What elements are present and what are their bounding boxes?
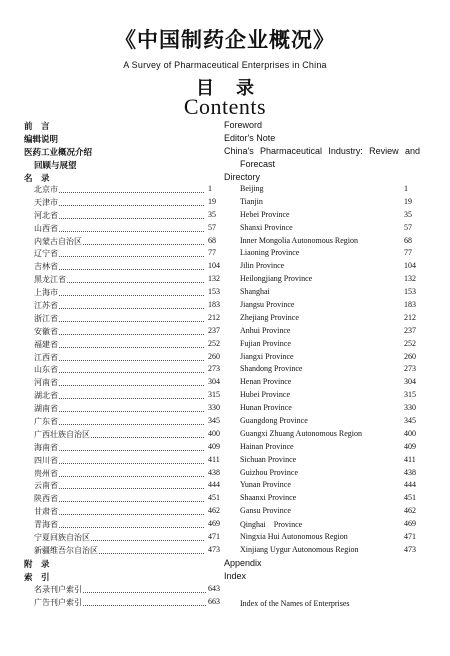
back-matter (0, 558, 450, 610)
page-number-zh: 273 (208, 364, 220, 374)
region-name-en: Hebei Province (240, 209, 290, 219)
region-name-en: Jilin Province (240, 261, 285, 271)
page-number-zh: 153 (208, 287, 220, 297)
page-number-zh: 1 (208, 184, 212, 193)
section-label-en: Directory (224, 172, 261, 182)
region-name-en: Liaoning Province (240, 248, 300, 258)
page-number-en: 132 (404, 274, 416, 284)
page-number-en: 315 (404, 390, 416, 400)
page-number-en: 260 (404, 351, 416, 361)
page-number-en: 438 (404, 467, 416, 477)
region-name-en: Guizhou Province (240, 467, 298, 477)
region-name-en: Guangxi Zhuang Autonomous Region (240, 428, 362, 438)
region-name-en: Henan Province (240, 377, 292, 387)
region-name-zh: 内蒙古自治区 (34, 236, 82, 246)
page-number-zh: 411 (208, 454, 220, 464)
leader-dots (34, 208, 204, 219)
leader-dots (34, 414, 204, 425)
leader-dots (34, 466, 204, 477)
region-name-zh: 新疆维吾尔自治区 (34, 545, 98, 555)
region-name-zh: 江苏省 (34, 301, 58, 311)
region-name-zh: 广东省 (34, 417, 58, 427)
appendix-row (0, 558, 450, 571)
page-number-en: 471 (404, 532, 416, 542)
region-name-en: Guangdong Province (240, 416, 308, 426)
page-number-en: 1 (404, 184, 408, 193)
page-number-en: 77 (404, 248, 412, 258)
page-number-en: 68 (404, 235, 412, 245)
page-number-en: 19 (404, 196, 412, 206)
page-number-zh: 77 (208, 248, 216, 258)
region-name-en: Jiangxi Province (240, 351, 294, 361)
page-number-zh: 345 (208, 416, 220, 426)
region-name-zh: 福建省 (34, 339, 58, 349)
page-number-en: 183 (404, 300, 416, 310)
page-number-en: 57 (404, 222, 412, 232)
page-number-en: 304 (404, 377, 416, 387)
index-label-en: Index (224, 571, 247, 581)
region-name-zh: 甘肃省 (34, 507, 58, 517)
front-matter-item (0, 120, 450, 133)
page-number-en: 35 (404, 209, 412, 219)
section-label-en: Foreword (224, 120, 263, 130)
page-number-zh: 438 (208, 467, 220, 477)
page-number-zh: 451 (208, 493, 220, 503)
region-name-zh: 吉林省 (34, 262, 58, 272)
book-title: 《中国制药企业概况》 (115, 28, 335, 52)
region-name-en: Shaanxi Province (240, 493, 297, 503)
page-number-en: 400 (404, 428, 416, 438)
leader-dots (34, 440, 204, 451)
region-name-en: Yunan Province (240, 480, 291, 490)
region-name-zh: 黑龙江省 (34, 275, 66, 285)
region-name-en: Hunan Province (240, 403, 292, 413)
region-name-en: Xinjiang Uygur Autonomous Region (240, 544, 359, 554)
contents-heading-zh: 目录 (196, 78, 276, 99)
leader-dots (34, 388, 204, 399)
page-number-zh: 68 (208, 235, 216, 245)
region-name-zh: 河南省 (34, 378, 58, 388)
page-number-zh: 260 (208, 351, 220, 361)
region-name-zh: 陕西省 (34, 494, 58, 504)
region-name-zh: 云南省 (34, 481, 58, 491)
region-name-en: Tianjin (240, 196, 263, 206)
page-number-en: 409 (404, 441, 416, 451)
region-name-en: Beijing (240, 184, 264, 193)
page-number-en: 469 (404, 519, 416, 529)
region-name-en: Jiangsu Province (240, 300, 295, 310)
appendix-label-zh: 附 录 (24, 560, 50, 570)
region-name-en: Inner Mongolia Autonomous Region (240, 235, 358, 245)
region-name-zh: 贵州省 (34, 468, 58, 478)
page-number-en: 444 (404, 480, 416, 490)
leader-dots (34, 453, 204, 464)
page-number-en: 345 (404, 416, 416, 426)
leader-dots (34, 285, 204, 296)
region-name-en: Ningxia Hui Autonomous Region (240, 532, 348, 542)
page-number-zh: 237 (208, 325, 220, 335)
index-label-zh: 索 引 (24, 573, 50, 583)
region-name-en: Shanghai (240, 287, 270, 297)
region-name-en: Heilongjiang Province (240, 274, 313, 284)
section-label-zh: 前 言 (24, 122, 50, 132)
region-name-en: Gansu Province (240, 506, 291, 516)
leader-dots (34, 337, 204, 348)
region-name-zh: 山西省 (34, 223, 58, 233)
region-name-zh: 天津市 (34, 197, 58, 207)
index-item-zh: 广告刊户索引 (34, 598, 82, 607)
region-name-en: Sichuan Province (240, 454, 297, 464)
index-item-page: 663 (208, 597, 220, 606)
index-item-zh: 名录刊户索引 (34, 585, 82, 594)
leader-dots (34, 350, 204, 361)
region-name-zh: 辽宁省 (34, 249, 58, 259)
page-number-zh: 469 (208, 519, 220, 529)
region-name-zh: 宁夏回族自治区 (34, 533, 90, 543)
region-name-zh: 河北省 (34, 210, 58, 220)
leader-dots (34, 221, 204, 232)
region-name-zh: 湖北省 (34, 391, 58, 401)
section-label-zh: 医药工业概况介绍 (24, 148, 93, 158)
section-label-en: Forecast (240, 159, 276, 169)
region-name-en: Qinghai Province (240, 520, 303, 530)
leader-dots (34, 311, 204, 322)
region-name-zh: 四川省 (34, 455, 58, 465)
section-label-zh: 回顾与展望 (34, 161, 77, 171)
index-item (0, 597, 450, 610)
page-number-zh: 462 (208, 506, 220, 516)
region-name-en: Shanxi Province (240, 222, 293, 232)
region-name-zh: 安徽省 (34, 326, 58, 336)
leader-dots (34, 195, 204, 206)
index-item-en: Index of the Names of Enterprises (240, 599, 350, 608)
region-name-zh: 上海市 (34, 288, 58, 298)
page-number-en: 411 (404, 454, 416, 464)
page-number-zh: 315 (208, 390, 220, 400)
region-name-en: Hubei Province (240, 390, 290, 400)
page-number-en: 451 (404, 493, 416, 503)
page-number-zh: 35 (208, 209, 216, 219)
page-number-zh: 19 (208, 196, 216, 206)
page-number-zh: 304 (208, 377, 220, 387)
region-name-zh: 青海省 (34, 520, 58, 530)
leader-dots (34, 362, 204, 373)
page-number-zh: 330 (208, 403, 220, 413)
front-matter-item (0, 159, 450, 172)
page-number-zh: 400 (208, 428, 220, 438)
page-number-en: 473 (404, 544, 416, 554)
page-number-zh: 409 (208, 441, 220, 451)
leader-dots (34, 182, 204, 193)
region-name-en: Anhui Province (240, 325, 291, 335)
leader-dots (34, 246, 204, 257)
book-subtitle: A Survey of Pharmaceutical Enterprises in China (123, 60, 327, 70)
page-number-en: 212 (404, 312, 416, 322)
page-number-zh: 252 (208, 338, 220, 348)
leader-dots (34, 504, 204, 515)
region-name-zh: 海南省 (34, 442, 58, 452)
page-number-zh: 473 (208, 544, 220, 554)
directory-list (0, 184, 450, 558)
front-matter-item (0, 133, 450, 146)
page-number-zh: 57 (208, 222, 216, 232)
front-matter (0, 120, 450, 185)
leader-dots (34, 478, 204, 489)
page-number-zh: 132 (208, 274, 220, 284)
region-name-zh: 山东省 (34, 365, 58, 375)
region-name-zh: 浙江省 (34, 313, 58, 323)
leader-dots (34, 517, 204, 528)
appendix-label-en: Appendix (224, 558, 262, 568)
leader-dots (34, 298, 204, 309)
contents-heading-en: Contents (183, 94, 267, 119)
page-number-en: 153 (404, 287, 416, 297)
region-name-en: Zhejiang Province (240, 312, 299, 322)
region-name-en: Fujian Province (240, 338, 291, 348)
index-item-page: 643 (208, 584, 220, 593)
page-number-en: 252 (404, 338, 416, 348)
page-number-zh: 444 (208, 480, 220, 490)
section-label-en: China's Pharmaceutical Industry: Review and (224, 146, 420, 156)
page-number-zh: 104 (208, 261, 220, 271)
page-number-zh: 212 (208, 312, 220, 322)
region-name-en: Hainan Province (240, 441, 294, 451)
region-name-zh: 江西省 (34, 352, 58, 362)
leader-dots (34, 491, 204, 502)
page-number-zh: 471 (208, 532, 220, 542)
region-name-zh: 湖南省 (34, 404, 58, 414)
page-number-en: 237 (404, 325, 416, 335)
page-number-en: 330 (404, 403, 416, 413)
leader-dots (34, 259, 204, 270)
page-number-en: 462 (404, 506, 416, 516)
page-number-en: 104 (404, 261, 416, 271)
region-name-en: Shandong Province (240, 364, 303, 374)
section-label-zh: 编辑说明 (24, 135, 59, 145)
leader-dots (34, 401, 204, 412)
section-label-en: Editor's Note (224, 133, 276, 143)
leader-dots (34, 375, 204, 386)
directory-row (0, 545, 450, 558)
page-number-en: 273 (404, 364, 416, 374)
region-name-zh: 北京市 (34, 185, 58, 194)
section-label-zh: 名 录 (24, 174, 50, 184)
region-name-zh: 广西壮族自治区 (34, 429, 90, 439)
front-matter-item (0, 146, 450, 159)
leader-dots (34, 324, 204, 335)
page-number-zh: 183 (208, 300, 220, 310)
